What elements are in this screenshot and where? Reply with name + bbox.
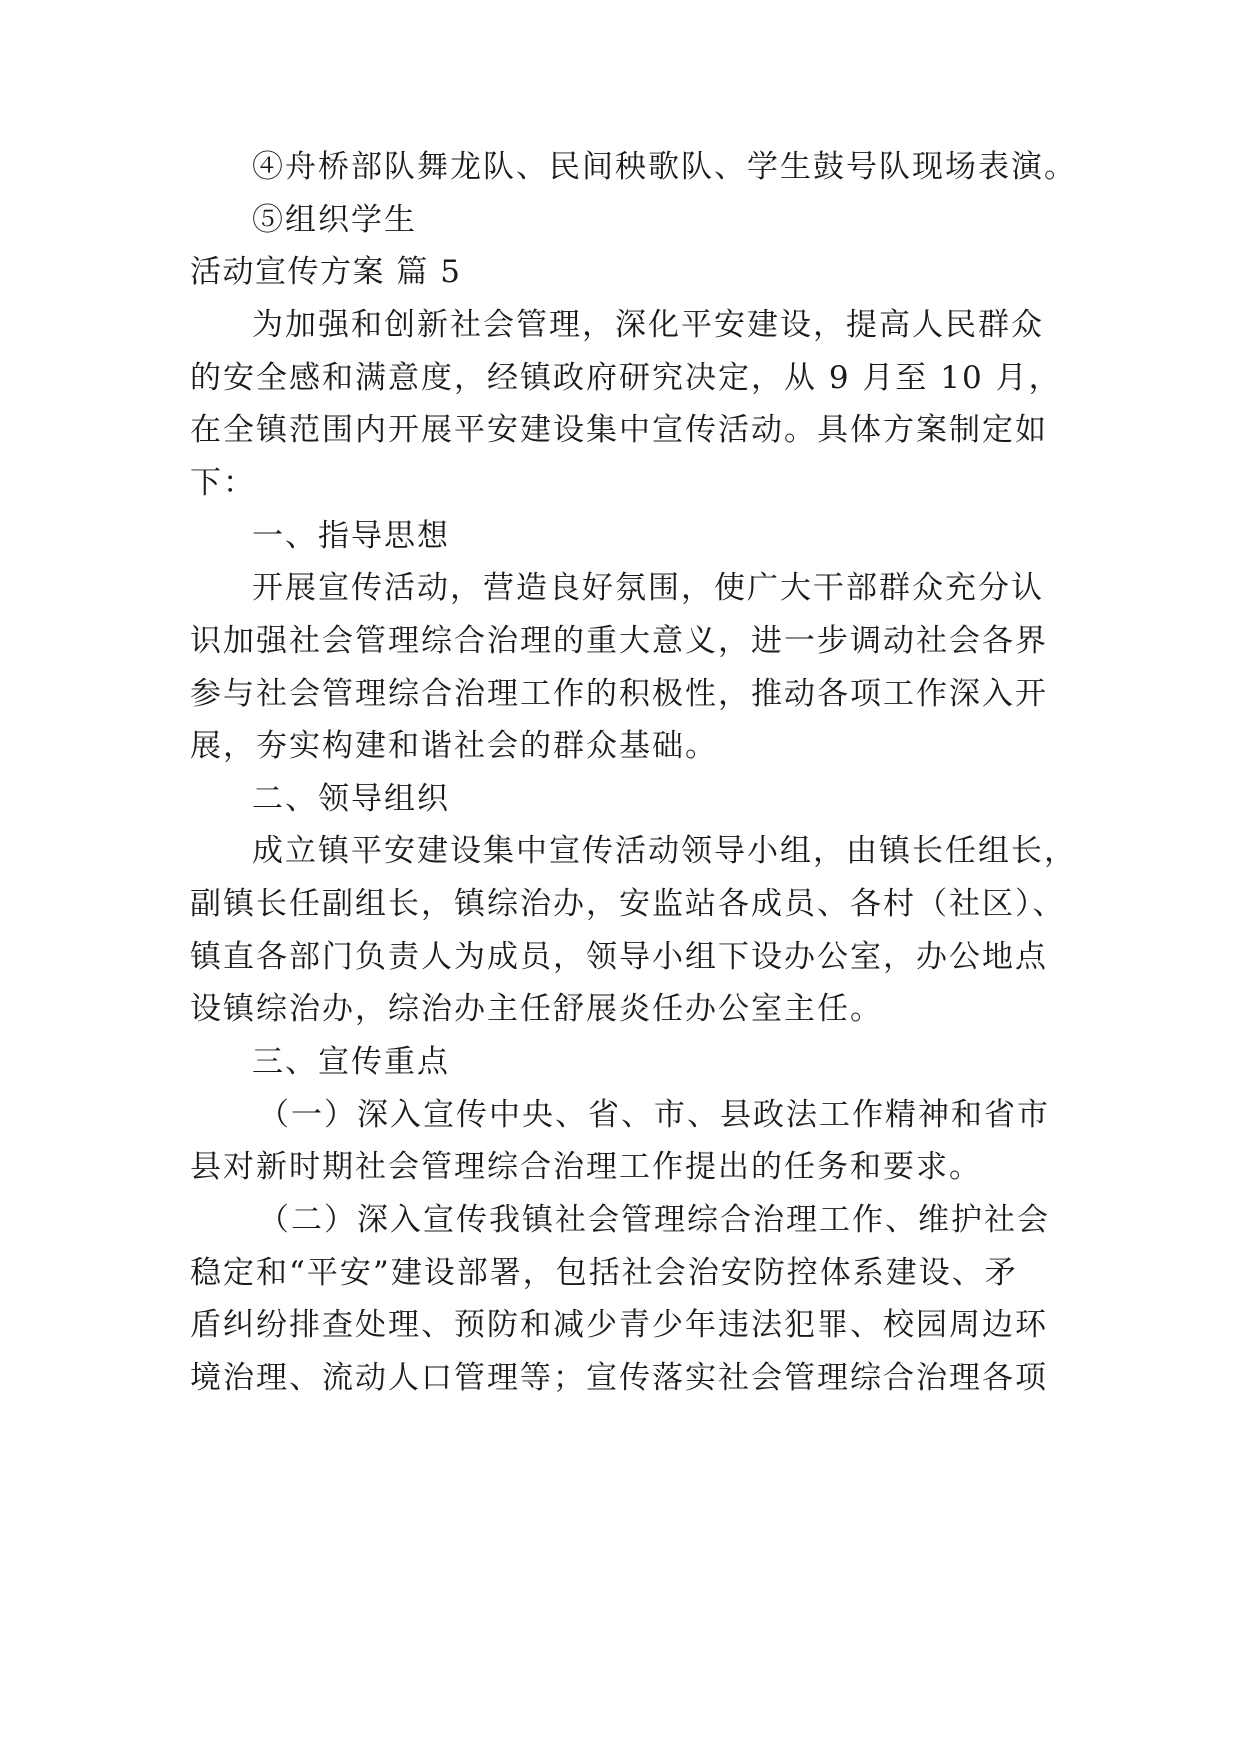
- paragraph-line: 盾纠纷排查处理、预防和减少青少年违法犯罪、校园周边环: [190, 1307, 1048, 1343]
- paragraph-line: 副镇长任副组长，镇综治办，安监站各成员、各村（社区）、: [190, 886, 1066, 922]
- paragraph-line: （一）深入宣传中央、省、市、县政法工作精神和省市: [258, 1097, 1050, 1133]
- list-item-performance: ④舟桥部队舞龙队、民间秧歌队、学生鼓号队现场表演。: [252, 149, 1077, 185]
- section-title: 活动宣传方案 篇 5: [190, 254, 462, 290]
- paragraph-line: 镇直各部门负责人为成员，领导小组下设办公室，办公地点: [190, 939, 1048, 975]
- paragraph-line: 参与社会管理综合治理工作的积极性，推动各项工作深入开: [190, 676, 1048, 712]
- paragraph-line: （二）深入宣传我镇社会管理综合治理工作、维护社会: [258, 1202, 1050, 1238]
- heading-guiding-ideology: 一、指导思想: [252, 518, 450, 554]
- paragraph-line: 为加强和创新社会管理，深化平安建设，提高人民群众: [252, 307, 1044, 343]
- paragraph-line: 开展宣传活动，营造良好氛围，使广大干部群众充分认: [252, 570, 1044, 606]
- paragraph-line: 设镇综治办，综治办主任舒展炎任办公室主任。: [190, 991, 883, 1027]
- paragraph-line: 县对新时期社会管理综合治理工作提出的任务和要求。: [190, 1149, 982, 1185]
- paragraph-line: 展，夯实构建和谐社会的群众基础。: [190, 728, 718, 764]
- paragraph-line: 境治理、流动人口管理等；宣传落实社会管理综合治理各项: [190, 1360, 1048, 1396]
- paragraph-line: 下：: [190, 465, 256, 501]
- list-item-students: ⑤组织学生: [252, 202, 417, 238]
- heading-leadership: 二、领导组织: [252, 781, 450, 817]
- paragraph-line: 成立镇平安建设集中宣传活动领导小组，由镇长任组长，: [252, 833, 1077, 869]
- paragraph-line: 识加强社会管理综合治理的重大意义，进一步调动社会各界: [190, 623, 1048, 659]
- heading-publicity-focus: 三、宣传重点: [252, 1044, 450, 1080]
- paragraph-line: 稳定和“平安”建设部署，包括社会治安防控体系建设、矛: [190, 1255, 1018, 1291]
- paragraph-line: 的安全感和满意度，经镇政府研究决定，从 9 月至 10 月，: [190, 360, 1062, 396]
- paragraph-line: 在全镇范围内开展平安建设集中宣传活动。具体方案制定如: [190, 412, 1048, 448]
